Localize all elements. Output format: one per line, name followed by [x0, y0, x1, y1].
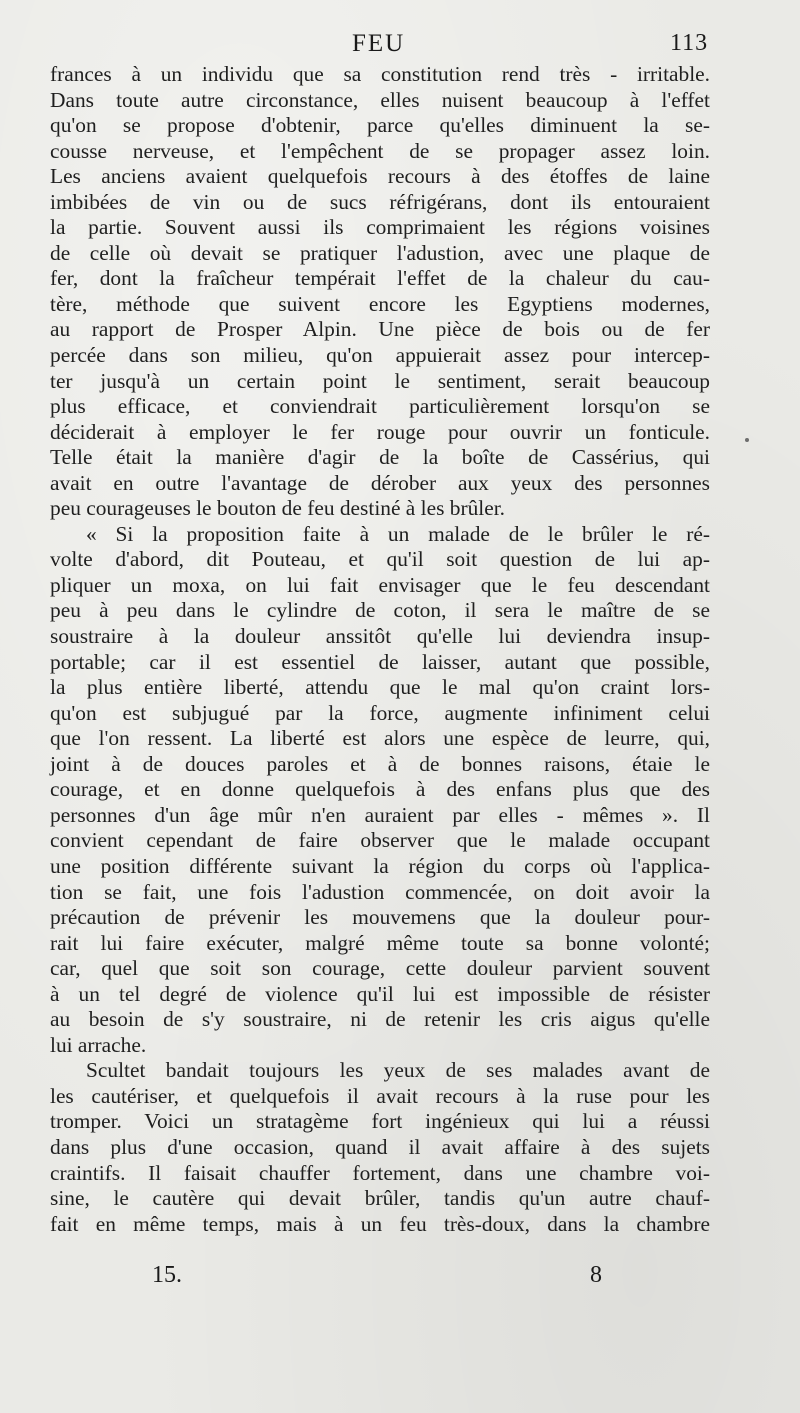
- text-line: soustraire à la douleur anssitôt qu'elle lui deviendra insup-: [50, 624, 710, 649]
- text-line: fait en même temps, mais à un feu très-doux, dans la chambre: [50, 1211, 710, 1236]
- ink-speck: [745, 438, 749, 442]
- text-line: tion se fait, une fois l'adustion commencée, on doit avoir la: [50, 879, 710, 904]
- text-line: que l'on ressent. La liberté est alors une espèce de leurre, qui,: [50, 726, 710, 751]
- text-line: peu courageuses le bouton de feu destiné à les brûler.: [50, 496, 505, 521]
- text-line: qu'on est subjugué par la force, augmente infiniment celui: [50, 700, 710, 725]
- text-line: car, quel que soit son courage, cette douleur parvient souvent: [50, 956, 710, 981]
- text-line: une position différente suivant la région du corps où l'applica-: [50, 853, 710, 878]
- text-line: percée dans son milieu, qu'on appuierait assez pour intercep-: [50, 343, 710, 368]
- signature-number: 15.: [152, 1262, 182, 1288]
- text-line: avait en outre l'avantage de dérober aux yeux des personnes: [50, 470, 710, 495]
- text-line: courage, et en donne quelquefois à des enfans plus que des: [50, 777, 710, 802]
- text-line: la plus entière liberté, attendu que le mal qu'on craint lors-: [50, 675, 710, 700]
- text-line: convient cependant de faire observer que le malade occupant: [50, 828, 710, 853]
- paragraph-start-line: Scultet bandait toujours les yeux de ses malades avant de: [86, 1058, 710, 1083]
- body-text: [50, 62, 710, 1237]
- text-line: volte d'abord, dit Pouteau, et qu'il soit question de lui ap-: [50, 547, 710, 572]
- text-line: précaution de prévenir les mouvemens que la douleur pour-: [50, 905, 710, 930]
- text-line: plus efficace, et conviendrait particulièrement lorsqu'on se: [50, 394, 710, 419]
- text-line: tère, méthode que suivent encore les Egyptiens modernes,: [50, 291, 710, 316]
- text-line: cousse nerveuse, et l'empêchent de se propager assez loin.: [50, 138, 710, 163]
- text-line: frances à un individu que sa constitution rend très - irritable.: [50, 62, 710, 86]
- text-line: qu'on se propose d'obtenir, parce qu'elles diminuent la se-: [50, 113, 710, 138]
- text-line: à un tel degré de violence qu'il lui est impossible de résister: [50, 981, 710, 1006]
- text-line: la partie. Souvent aussi ils comprimaient les régions voisines: [50, 215, 710, 240]
- paragraph-start-line: « Si la proposition faite à un malade de le brûler le ré-: [86, 521, 710, 546]
- text-line: portable; car il est essentiel de laisser, autant que possible,: [50, 649, 710, 674]
- text-line: fer, dont la fraîcheur tempérait l'effet de la chaleur du cau-: [50, 266, 710, 291]
- text-line: pliquer un moxa, on lui fait envisager que le feu descendant: [50, 572, 710, 597]
- text-line: imbibées de vin ou de sucs réfrigérans, dont ils entouraient: [50, 189, 710, 214]
- text-line: Telle était la manière d'agir de la boîte de Cassérius, qui: [50, 445, 710, 470]
- text-line: peu à peu dans le cylindre de coton, il sera le maître de se: [50, 598, 710, 623]
- text-line: Dans toute autre circonstance, elles nuisent beaucoup à l'effet: [50, 87, 710, 112]
- text-line: au rapport de Prosper Alpin. Une pièce de bois ou de fer: [50, 317, 710, 342]
- text-line: sine, le cautère qui devait brûler, tandis qu'un autre chauf-: [50, 1186, 710, 1211]
- text-line: lui arrache.: [50, 1032, 147, 1057]
- page-footer: [0, 1262, 800, 1292]
- text-line: dans plus d'une occasion, quand il avait affaire à des sujets: [50, 1134, 710, 1159]
- text-line: tromper. Voici un stratagème fort ingénieux qui lui a réussi: [50, 1109, 710, 1134]
- text-line: les cautériser, et quelquefois il avait recours à la ruse pour les: [50, 1083, 710, 1108]
- text-line: au besoin de s'y soustraire, ni de retenir les cris aigus qu'elle: [50, 1007, 710, 1032]
- page-number: 113: [670, 30, 709, 56]
- text-line: Les anciens avaient quelquefois recours à des étoffes de laine: [50, 164, 710, 189]
- text-line: joint à de douces paroles et à de bonnes raisons, étaie le: [50, 751, 710, 776]
- text-line: de celle où devait se pratiquer l'adustion, avec une plaque de: [50, 240, 710, 265]
- signature-mark: 8: [590, 1262, 602, 1288]
- page-header: [0, 30, 800, 64]
- text-line: déciderait à employer le fer rouge pour ouvrir un fonticule.: [50, 419, 710, 444]
- text-line: craintifs. Il faisait chauffer fortement, dans une chambre voi-: [50, 1160, 710, 1185]
- text-line: rait lui faire exécuter, malgré même toute sa bonne volonté;: [50, 930, 710, 955]
- text-line: personnes d'un âge mûr n'en auraient par elles - mêmes ». Il: [50, 802, 710, 827]
- running-title: FEU: [352, 30, 406, 57]
- text-line: ter jusqu'à un certain point le sentiment, serait beaucoup: [50, 368, 710, 393]
